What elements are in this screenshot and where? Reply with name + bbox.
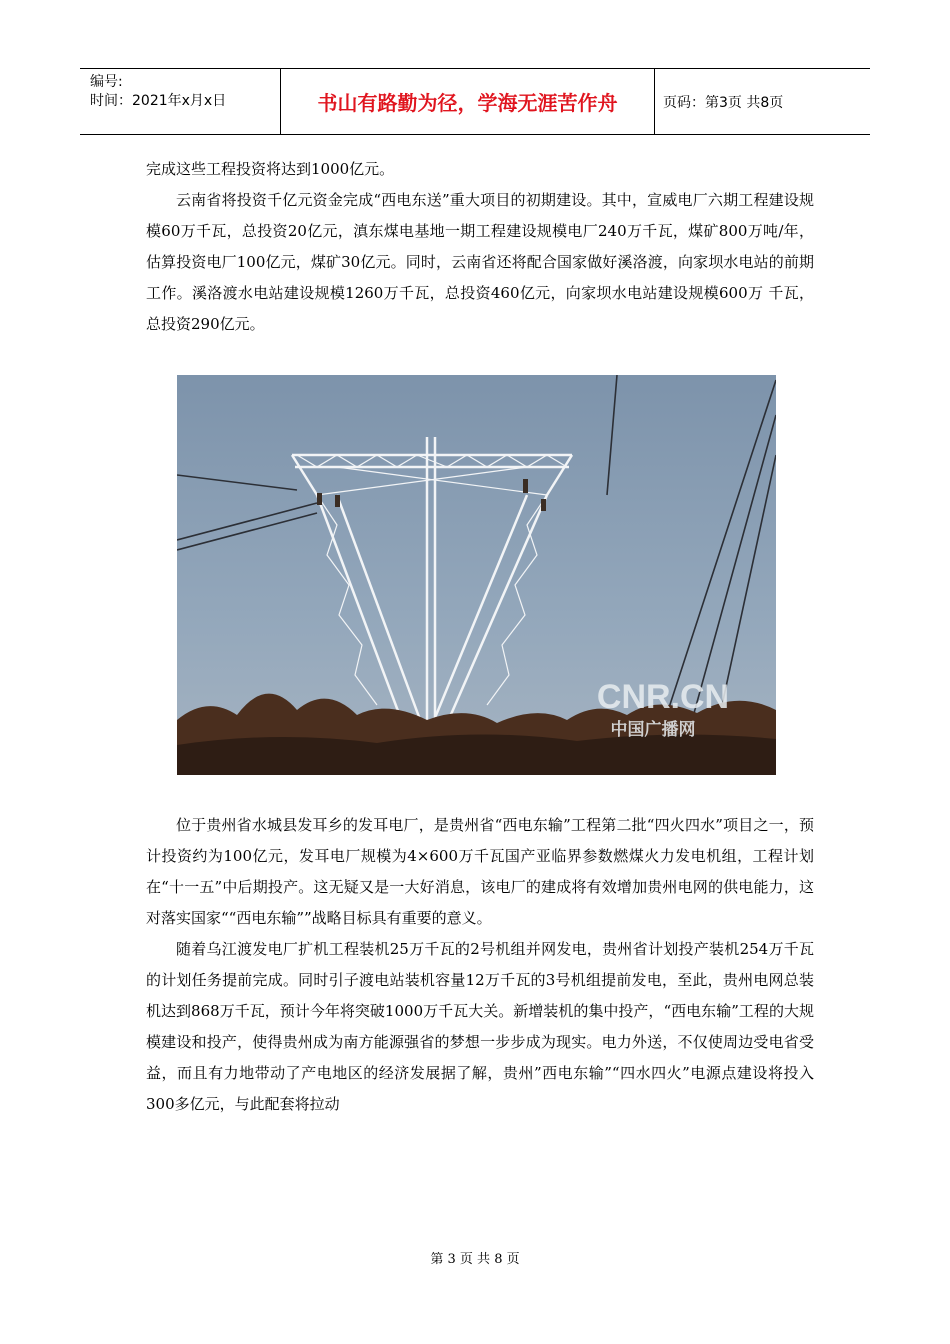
header-motto-cell xyxy=(281,69,655,134)
header-table xyxy=(80,68,870,135)
header-page-cell xyxy=(655,69,870,134)
paragraph: 位于贵州省水城县发耳乡的发耳电厂，是贵州省“西电东输”工程第二批“四火四水”项目之一，预计投资约为100亿元，发耳电厂规模为4×600万千瓦国产亚临界参数燃煤火力发电机组，工程计划在“十一五”中后期投产。这无疑又是一大好消息，该电厂的建成将有效增加贵州电网的供电能力，这对落实国家““西电东输””战略目标具有重要的意义。 xyxy=(146,816,814,927)
number-label: 编号: xyxy=(90,74,123,90)
time-label: 时间：2021年x月x日 xyxy=(90,93,227,109)
motto-text: 书山有路勤为径，学海无涯苦作舟 xyxy=(317,91,618,115)
watermark-logo: CNR.CN xyxy=(596,678,730,716)
page-label: 页码：第3页 共8页 xyxy=(663,94,784,111)
footer-page-number: 第 3 页 共 8 页 xyxy=(430,1252,520,1267)
transmission-tower-photo xyxy=(177,375,776,775)
header-info-cell xyxy=(80,69,281,134)
paragraph: 云南省将投资千亿元资金完成“西电东送”重大项目的初期建设。其中，宣威电厂六期工程建设规模60万千瓦，总投资20亿元，滇东煤电基地一期工程建设规模电厂240万千瓦，煤矿800万吨/年，估算投资电厂100亿元，煤矿30亿元。同时，云南省还将配合国家做好溪洛渡，向家坝水电站的前期工作。溪洛渡水电站建设规模1260万千瓦，总投资460亿元，向家坝水电站建设规模600万 千瓦，总投资290亿元。 xyxy=(146,191,814,333)
page-footer xyxy=(0,1248,950,1267)
watermark-text: 中国广播网 xyxy=(610,720,696,740)
body-text-top xyxy=(146,154,814,340)
body-text-bottom xyxy=(146,810,814,1120)
paragraph: 完成这些工程投资将达到1000亿元。 xyxy=(146,160,395,178)
paragraph: 随着乌江渡发电厂扩机工程装机25万千瓦的2号机组并网发电，贵州省计划投产装机254万千瓦的计划任务提前完成。同时引子渡电站装机容量12万千瓦的3号机组提前发电，至此，贵州电网总装机达到868万千瓦，预计今年将突破1000万千瓦大关。新增装机的集中投产，“西电东输”工程的大规模建设和投产，使得贵州成为南方能源强省的梦想一步步成为现实。电力外送，不仅使周边受电省受益，而且有力地带动了产电地区的经济发展据了解，贵州”西电东输”“四水四火”电源点建设将投入300多亿元，与此配套将拉动 xyxy=(146,940,814,1113)
